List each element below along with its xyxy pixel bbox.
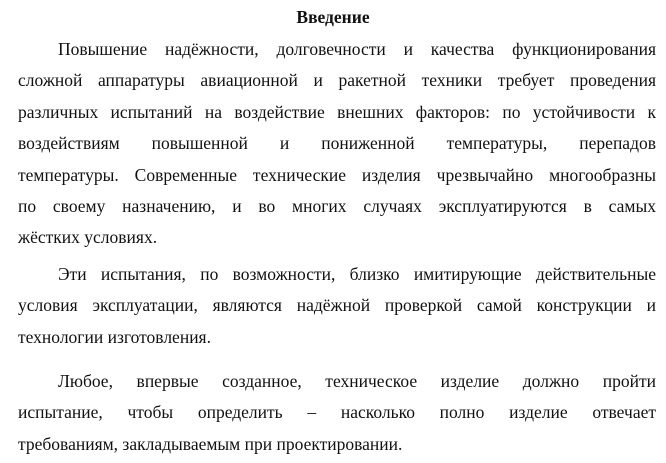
document-heading: Введение [296,7,370,27]
paragraph-line: технологии изготовления. [18,326,211,347]
paragraph-line: температуры. Современные технические изделия чрезвычайно многообразны [18,164,656,185]
paragraph-line: Эти испытания, по возможности, близко имитирующие действительные [58,264,656,284]
paragraph-3 [18,366,656,460]
paragraph-line: по своему назначению, и во многих случаях эксплуатируются в самых [18,195,656,216]
paragraph-2 [18,259,656,353]
paragraph-line: сложной аппаратуры авиационной и ракетной техники требует проведения [18,70,656,91]
paragraph-line: Повышение надёжности, долговечности и качества функционирования [58,39,656,59]
paragraph-line: воздействиям повышенной и пониженной температуры, перепадов [18,133,656,154]
paragraph-line: Любое, впервые созданное, техническое изделие должно пройти [58,371,656,391]
paragraph-line: различных испытаний на воздействие внешних факторов: по устойчивости к [18,101,656,122]
paragraph-line: жёстких условиях. [18,227,158,248]
paragraph-line: условия эксплуатации, являются надёжной проверкой самой конструкции и [18,295,656,316]
paragraph-line: требованиям, закладываемым при проектировании. [18,433,403,454]
paragraph-line: испытание, чтобы определить – насколько полно изделие отвечает [18,402,656,423]
paragraph-1 [18,34,656,254]
